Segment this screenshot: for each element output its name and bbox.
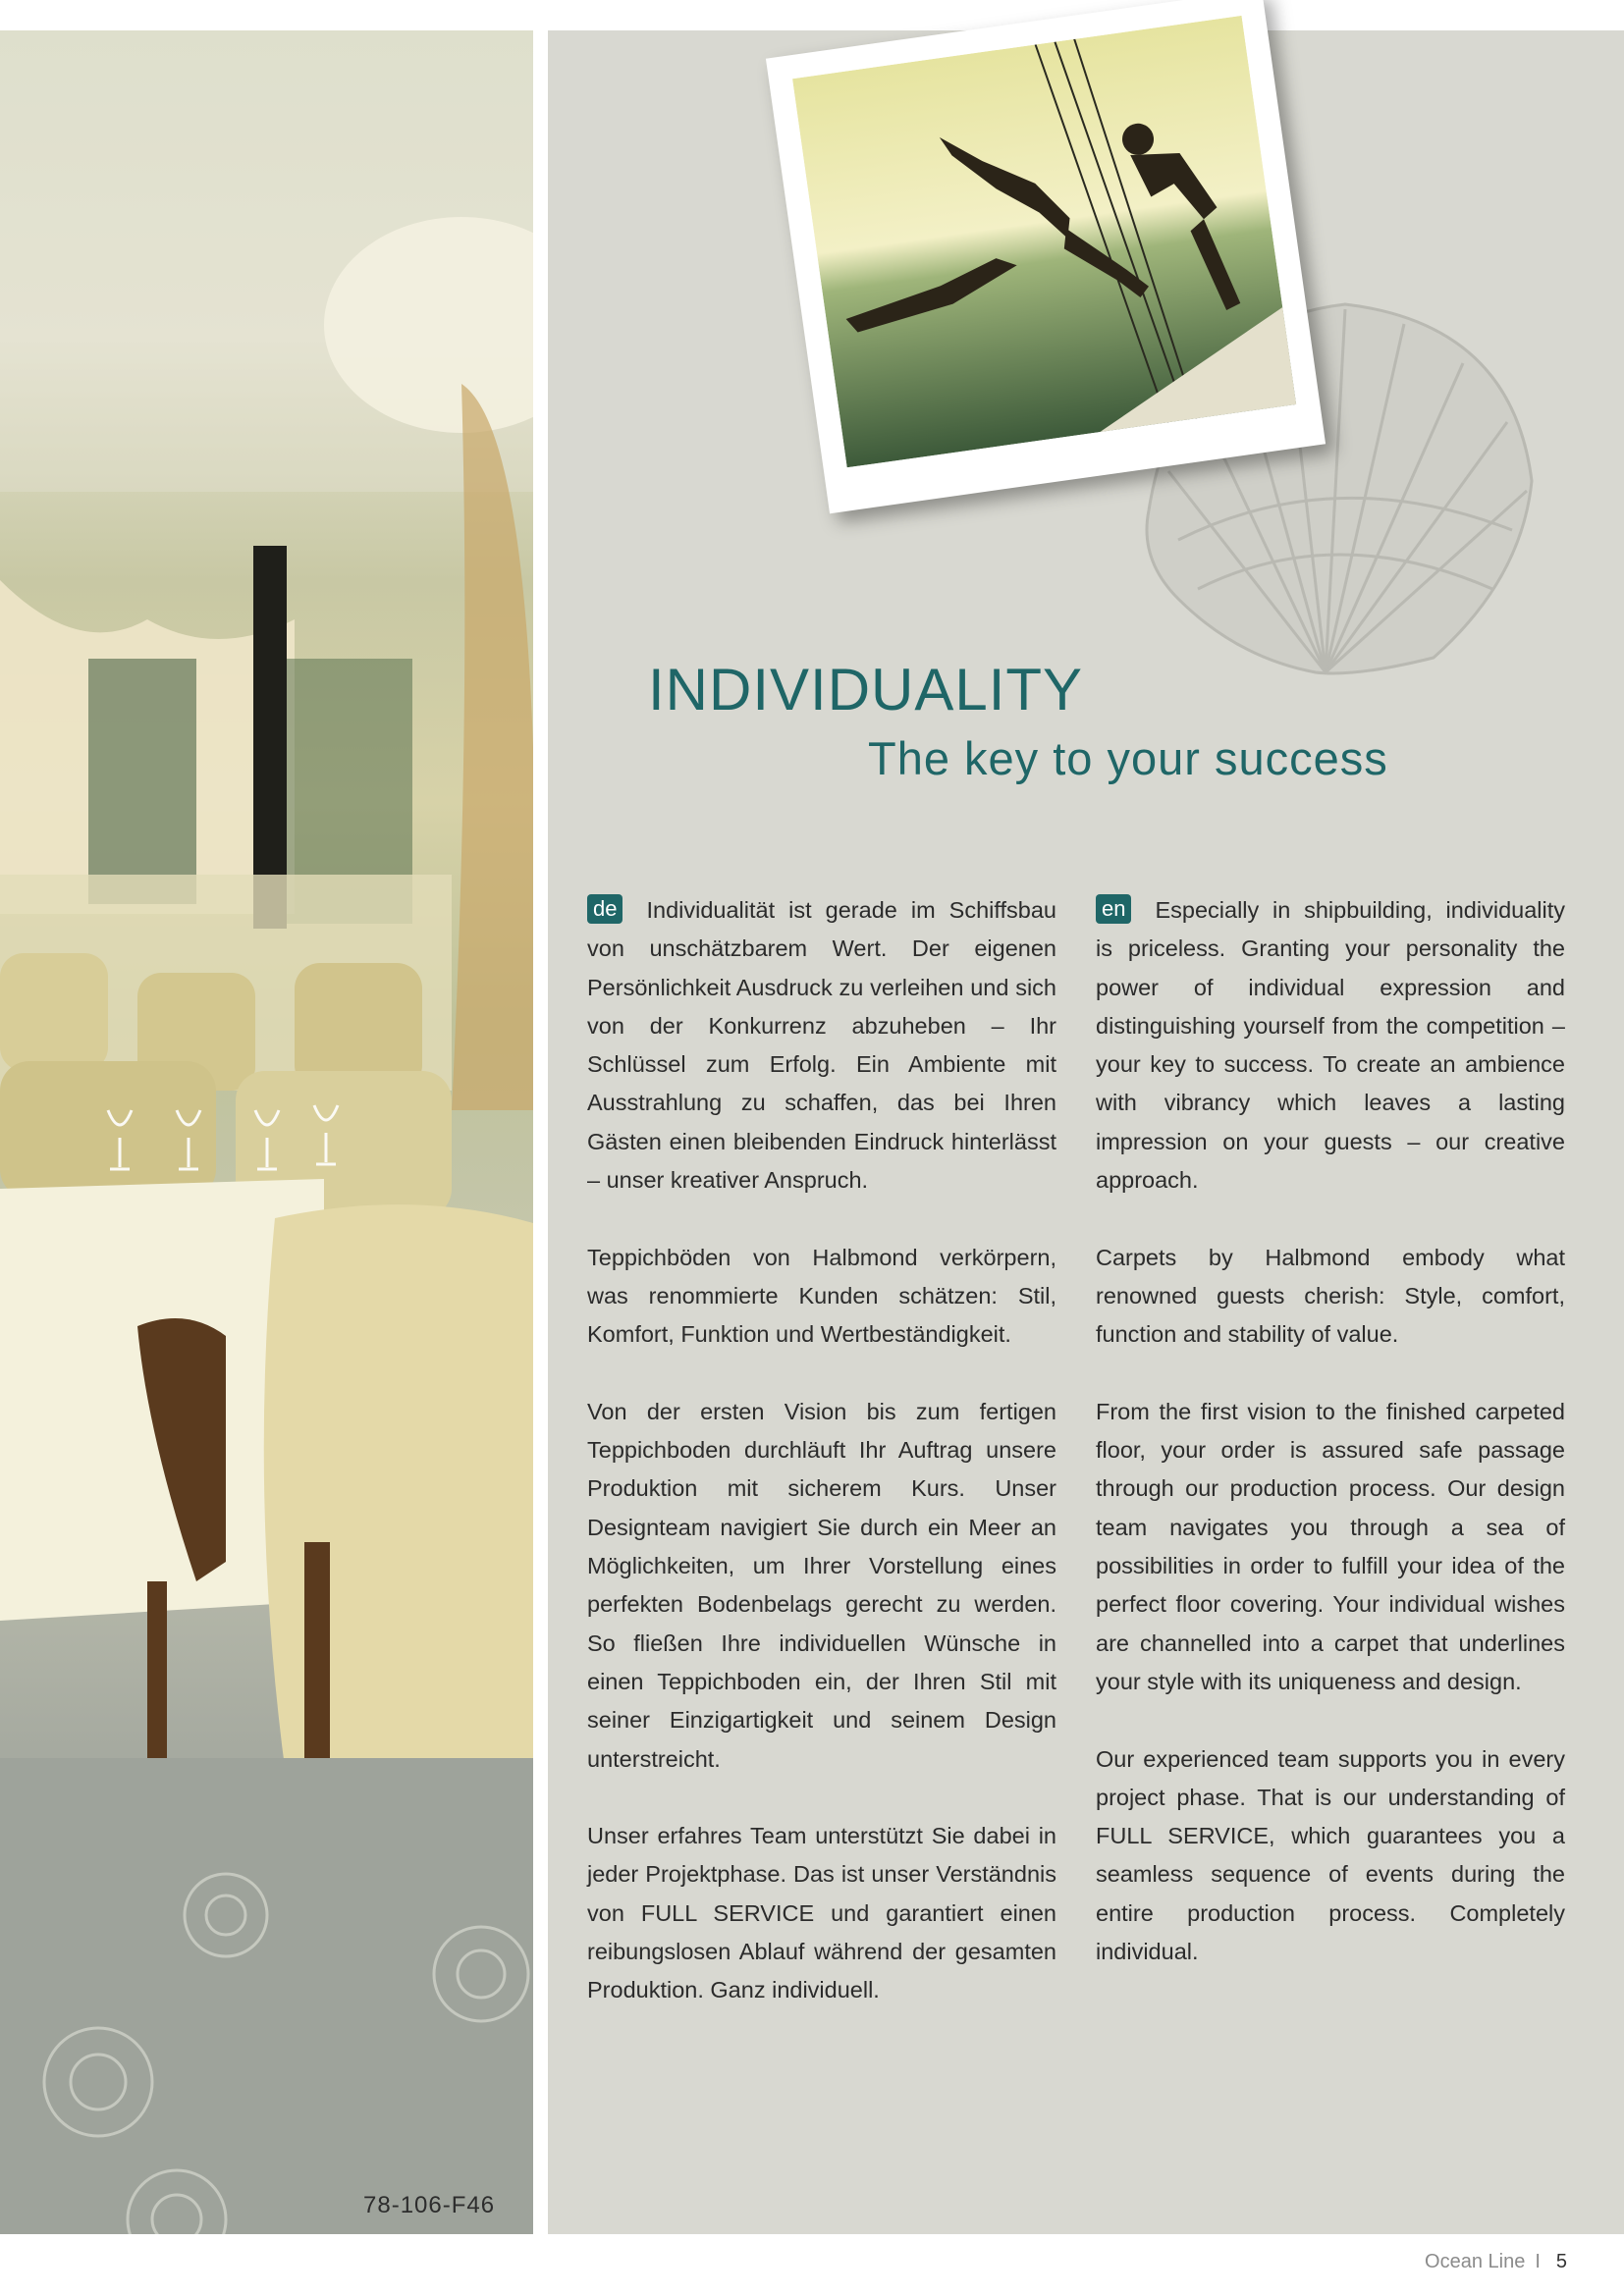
german-paragraph-1: de Individualität ist gerade im Schiffsbau von unschätzbarem Wert. Der eigenen Persönlichkeit Ausdruck zu verleihen und sich von der Konkurrenz abzuheben – Ihr Schlüssel zum Erfolg. Ein Ambiente mit Ausstrahlung zu schaffen, das bei Ihren Gästen einen bleibenden Eindruck hinterlässt – unser kreativer Anspruch. — [587, 896, 1056, 1194]
english-paragraph-1: en Especially in shipbuilding, individuality is priceless. Granting your personality the power of individual expression and distinguishing yourself from the competition – your key to success. To create an ambience with vibrancy which leaves a lasting impression on your guests – our creative approach. — [1096, 896, 1565, 1194]
german-paragraph-3: Von der ersten Vision bis zum fertigen Teppichboden durchläuft Ihr Auftrag unsere Produktion mit sicherem Kurs. Unser Designteam navigiert Sie durch ein Meer an Möglichkeiten, um Ihrer Vorstellung eines perfekten Bodenbelags gerecht zu werden. So fließen Ihre individuellen Wünsche in einen Teppichboden ein, der Ihren Stil mit seiner Einzigartigkeit und seinem Design unterstreicht. — [587, 1398, 1056, 1772]
diving-scene — [792, 16, 1296, 467]
english-column — [1096, 891, 1565, 2010]
german-paragraph-4: Unser erfahres Team unterstützt Sie dabei in jeder Projektphase. Das ist unser Verständnis von FULL SERVICE und garantiert einen reibungslosen Ablauf während der gesamten Produktion. Ganz individuell. — [587, 1823, 1056, 2003]
language-badge-en: en — [1096, 894, 1131, 924]
page-number: 5 — [1555, 2251, 1567, 2272]
page-footer — [1425, 2251, 1567, 2273]
language-badge-de: de — [587, 894, 623, 924]
polaroid-photo — [766, 0, 1326, 513]
footer-brand: Ocean Line — [1425, 2251, 1526, 2272]
page-subtitle: The key to your success — [868, 732, 1388, 784]
product-code: 78-106-F46 — [363, 2192, 496, 2218]
english-paragraph-2: Carpets by Halbmond embody what renowned guests cherish: Style, comfort, function and stability of value. — [1096, 1244, 1565, 1348]
footer-separator: I — [1535, 2251, 1541, 2272]
restaurant-illustration — [0, 30, 533, 2234]
german-column — [587, 891, 1056, 2049]
restaurant-photo — [0, 30, 533, 2234]
german-paragraph-2: Teppichböden von Halbmond verkörpern, was renommierte Kunden schätzen: Stil, Komfort, Funktion und Wertbeständigkeit. — [587, 1244, 1056, 1348]
english-paragraph-4: Our experienced team supports you in every project phase. That is our understanding of FULL SERVICE, which guarantees you a seamless sequence of events during the entire production process. Completely individual. — [1096, 1745, 1565, 1965]
page-title: INDIVIDUALITY — [648, 657, 1084, 722]
english-paragraph-3: From the first vision to the finished carpeted floor, your order is assured safe passage through our production process. Our design team navigates you through a sea of possibilities in order to fulfill your idea of the perfect floor covering. Your individual wishes are channelled into a carpet that underlines your style with its uniqueness and design. — [1096, 1398, 1565, 1694]
